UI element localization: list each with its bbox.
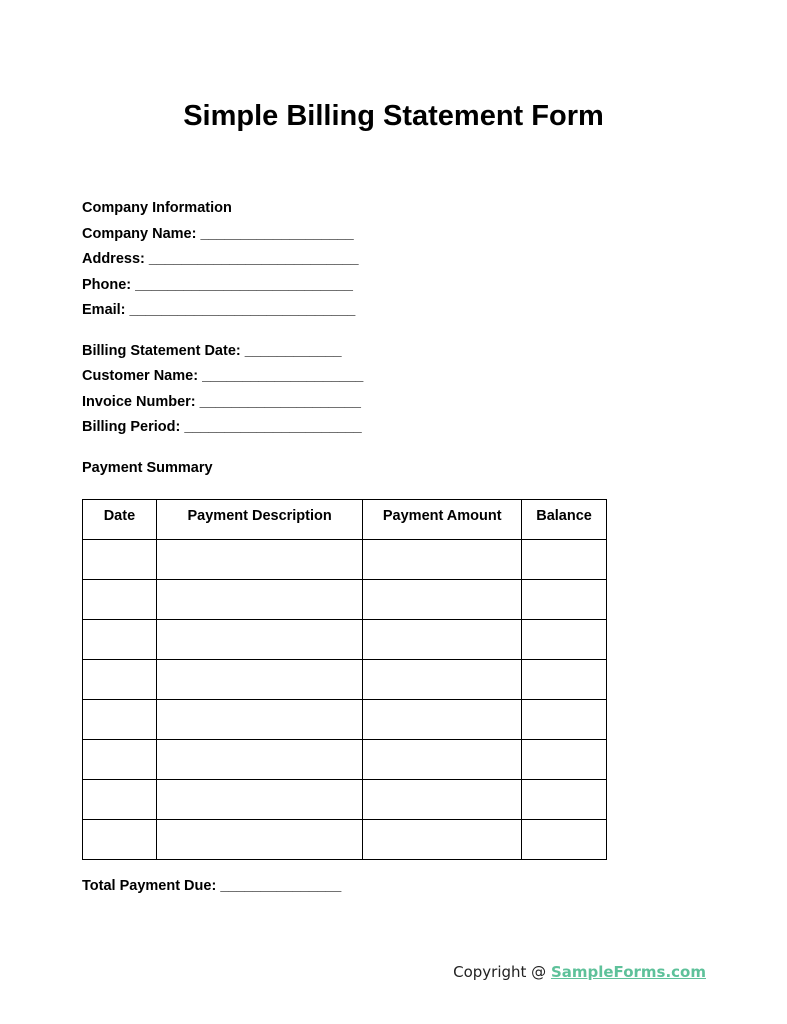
table-row bbox=[83, 540, 607, 580]
invoice-number-field[interactable] bbox=[82, 390, 363, 416]
phone-label: Phone: bbox=[82, 276, 132, 293]
table-cell[interactable] bbox=[522, 660, 607, 700]
table-row bbox=[83, 820, 607, 860]
table-cell[interactable] bbox=[156, 820, 363, 860]
table-cell[interactable] bbox=[522, 780, 607, 820]
billing-period-label: Billing Period: bbox=[82, 419, 181, 435]
table-cell[interactable] bbox=[83, 540, 157, 580]
table-cell[interactable] bbox=[156, 620, 363, 660]
table-cell[interactable] bbox=[83, 620, 157, 660]
billing-statement-date-label: Billing Statement Date: bbox=[82, 342, 241, 359]
table-cell[interactable] bbox=[83, 820, 157, 860]
table-cell[interactable] bbox=[156, 740, 363, 780]
payment-summary-table bbox=[82, 499, 607, 860]
email-field[interactable] bbox=[82, 298, 363, 324]
customer-name-label: Customer Name: bbox=[82, 368, 199, 384]
company-name-field[interactable] bbox=[82, 222, 363, 248]
table-row bbox=[83, 780, 607, 820]
customer-name-blank[interactable]: ____________________ bbox=[202, 368, 364, 384]
table-cell[interactable] bbox=[363, 740, 522, 780]
table-cell[interactable] bbox=[522, 540, 607, 580]
table-cell[interactable] bbox=[83, 700, 157, 740]
table-cell[interactable] bbox=[156, 660, 363, 700]
copyright-footer bbox=[453, 963, 706, 981]
column-header-balance: Balance bbox=[522, 500, 607, 540]
table-row bbox=[83, 620, 607, 660]
table-cell[interactable] bbox=[522, 820, 607, 860]
billing-period-field[interactable] bbox=[82, 415, 363, 441]
table-row bbox=[83, 660, 607, 700]
total-payment-due-field[interactable] bbox=[82, 878, 341, 894]
table-cell[interactable] bbox=[156, 780, 363, 820]
table-cell[interactable] bbox=[522, 740, 607, 780]
address-blank[interactable]: __________________________ bbox=[148, 251, 359, 267]
table-cell[interactable] bbox=[156, 700, 363, 740]
company-name-blank[interactable]: ___________________ bbox=[200, 225, 354, 242]
table-cell[interactable] bbox=[363, 660, 522, 700]
table-cell[interactable] bbox=[156, 580, 363, 620]
company-information-section bbox=[82, 196, 363, 481]
table-cell[interactable] bbox=[363, 780, 522, 820]
table-cell[interactable] bbox=[363, 700, 522, 740]
company-name-label: Company Name: bbox=[82, 225, 197, 242]
copyright-text: Copyright @ bbox=[453, 963, 551, 981]
invoice-number-blank[interactable]: ____________________ bbox=[199, 393, 361, 410]
table-header-row bbox=[83, 500, 607, 540]
sampleforms-link[interactable]: SampleForms.com bbox=[550, 963, 706, 981]
table-cell[interactable] bbox=[522, 620, 607, 660]
column-header-date: Date bbox=[83, 500, 157, 540]
table-cell[interactable] bbox=[363, 620, 522, 660]
table-cell[interactable] bbox=[83, 740, 157, 780]
table-cell[interactable] bbox=[363, 820, 522, 860]
table-row bbox=[83, 740, 607, 780]
billing-period-blank[interactable]: ______________________ bbox=[184, 419, 362, 435]
table-cell[interactable] bbox=[522, 700, 607, 740]
address-label: Address: bbox=[82, 251, 145, 267]
page-title: Simple Billing Statement Form bbox=[183, 100, 604, 132]
table-cell[interactable] bbox=[363, 580, 522, 620]
phone-field[interactable] bbox=[82, 273, 363, 299]
billing-statement-date-field[interactable] bbox=[82, 339, 363, 365]
column-header-payment-description: Payment Description bbox=[156, 500, 363, 540]
address-field[interactable] bbox=[82, 247, 363, 273]
total-payment-due-blank[interactable]: _______________ bbox=[220, 878, 342, 894]
table-cell[interactable] bbox=[83, 780, 157, 820]
company-information-heading: Company Information bbox=[82, 200, 232, 216]
billing-statement-date-blank[interactable]: ____________ bbox=[244, 342, 342, 359]
email-label: Email: bbox=[82, 302, 126, 318]
table-cell[interactable] bbox=[363, 540, 522, 580]
phone-blank[interactable]: ___________________________ bbox=[135, 276, 353, 293]
table-row bbox=[83, 580, 607, 620]
table-cell[interactable] bbox=[156, 540, 363, 580]
table-cell[interactable] bbox=[522, 580, 607, 620]
column-header-payment-amount: Payment Amount bbox=[363, 500, 522, 540]
customer-name-field[interactable] bbox=[82, 364, 363, 390]
table-cell[interactable] bbox=[83, 660, 157, 700]
total-payment-due-label: Total Payment Due: bbox=[82, 878, 217, 894]
table-row bbox=[83, 700, 607, 740]
payment-summary-heading: Payment Summary bbox=[82, 459, 213, 476]
email-blank[interactable]: ____________________________ bbox=[129, 302, 356, 318]
invoice-number-label: Invoice Number: bbox=[82, 393, 196, 410]
table-cell[interactable] bbox=[83, 580, 157, 620]
